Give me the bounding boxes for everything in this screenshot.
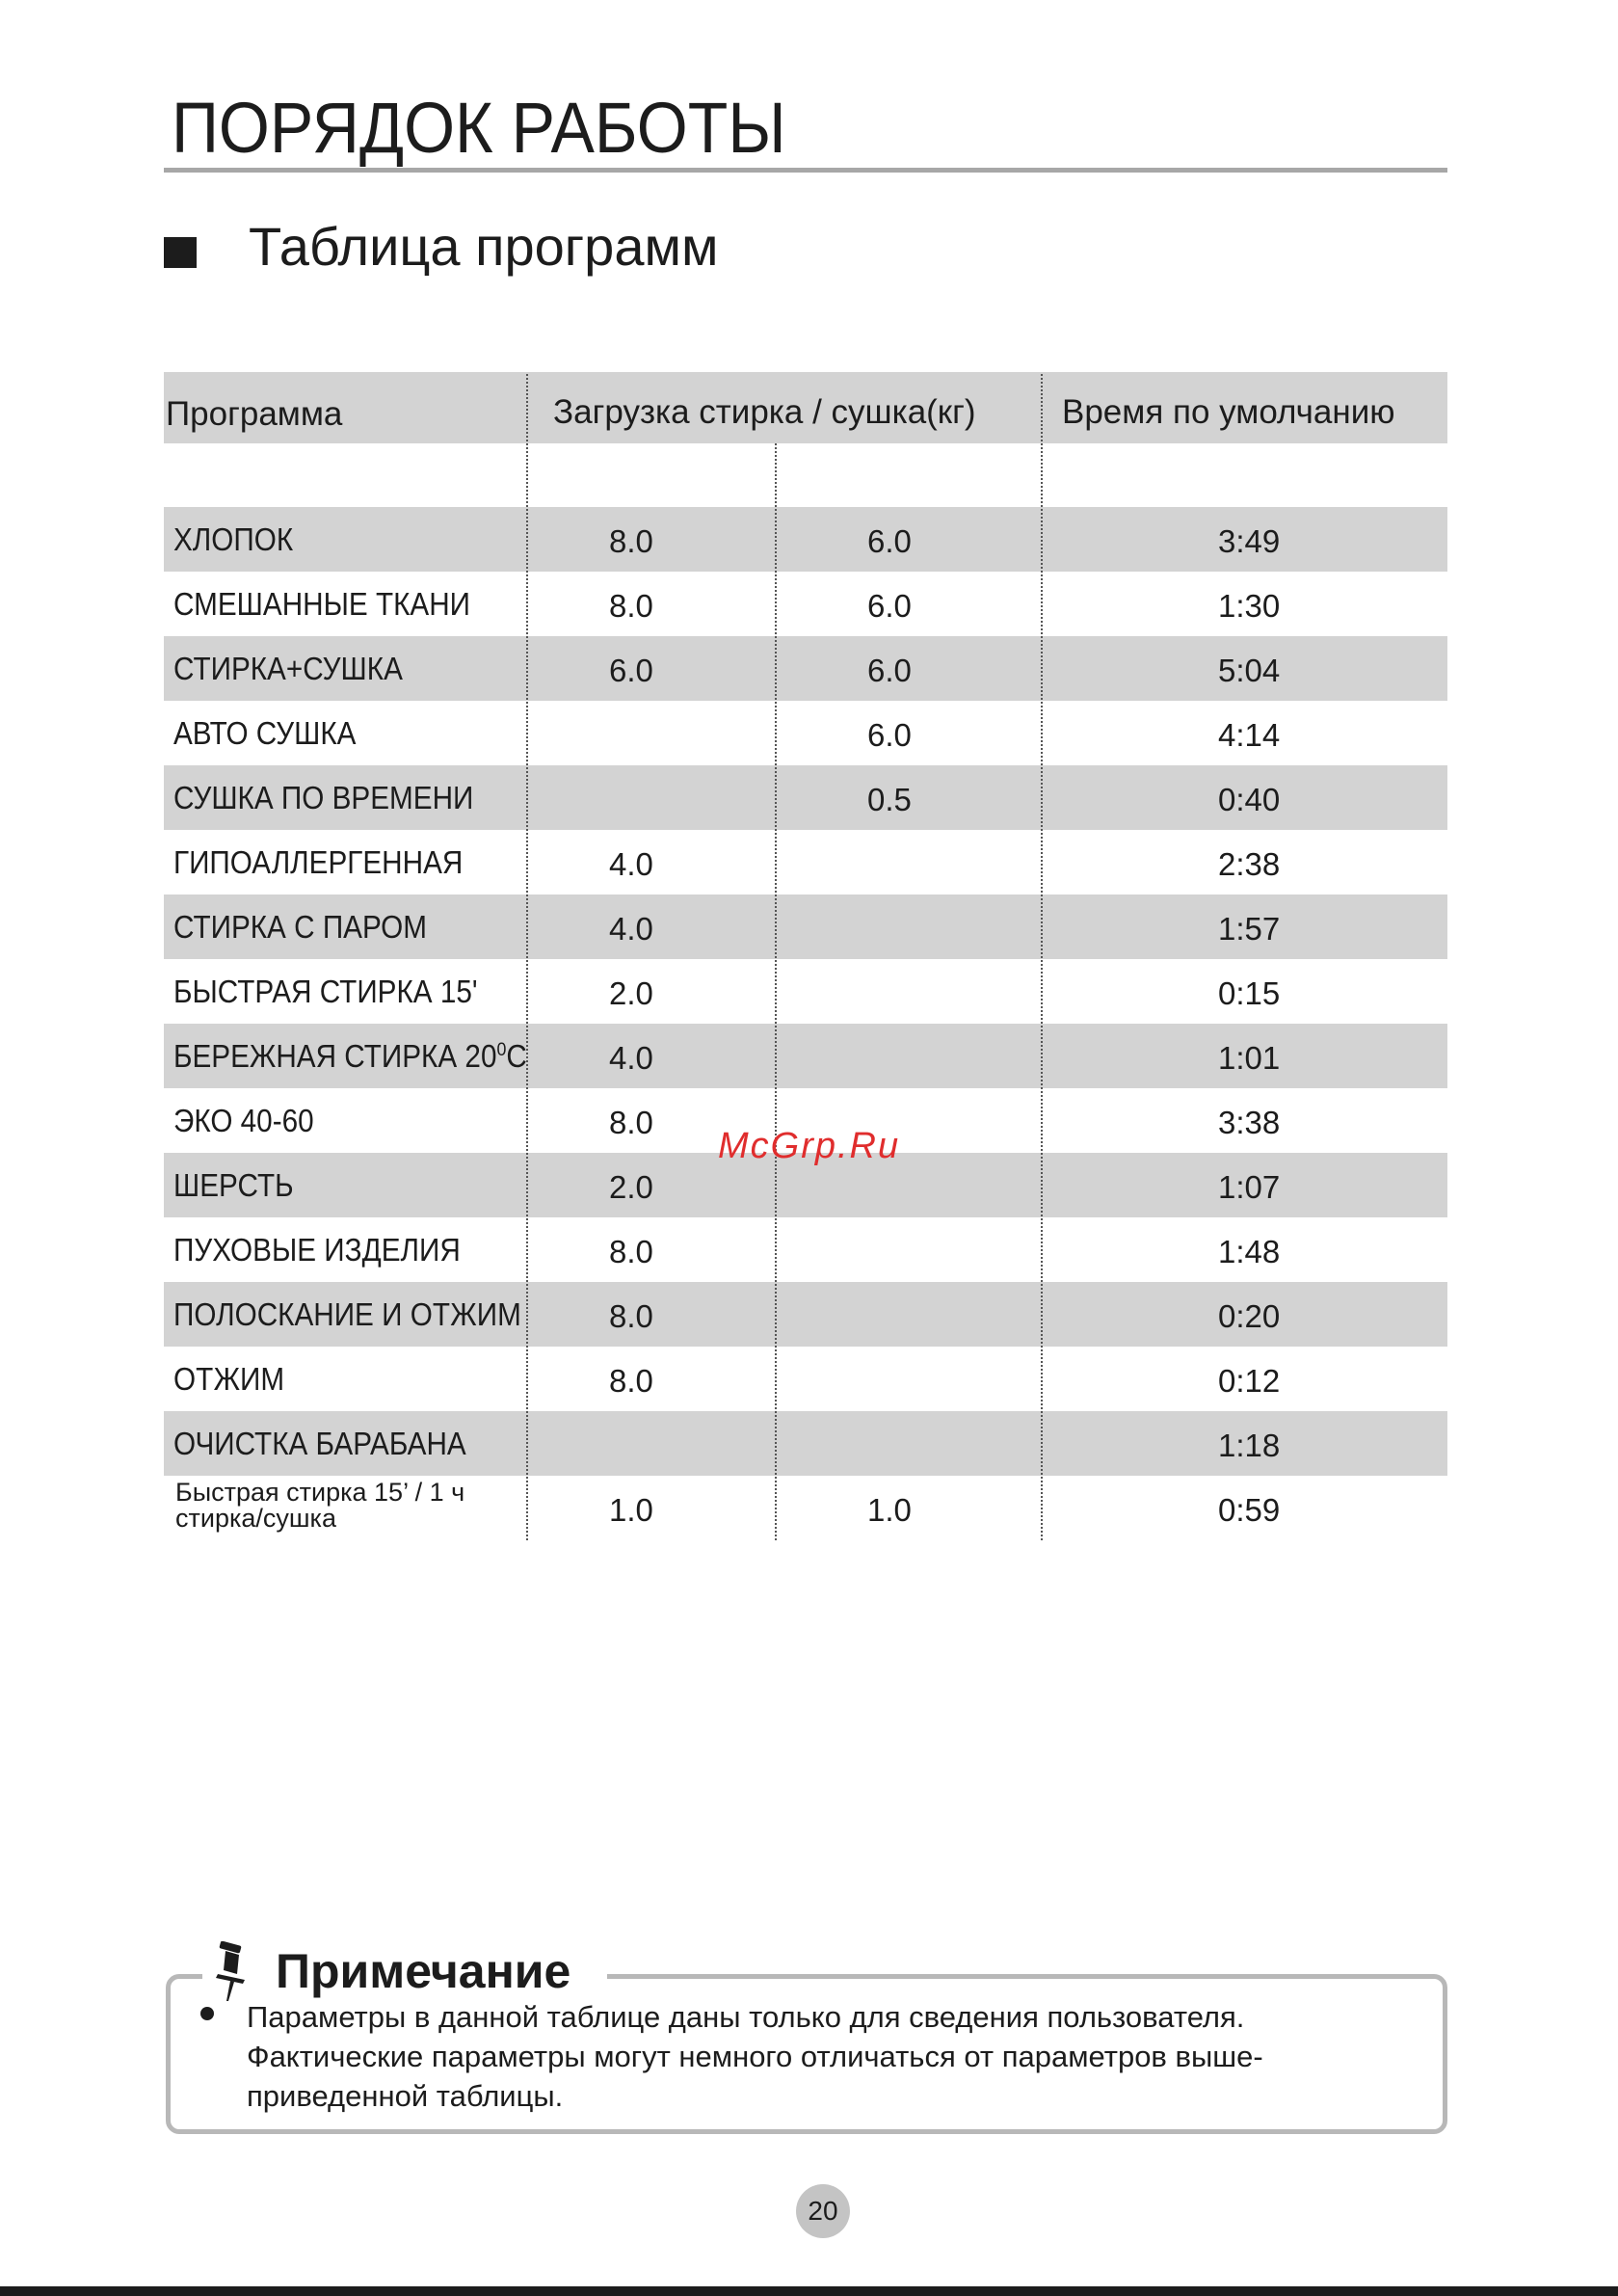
note-title: Примечание	[276, 1944, 571, 1998]
header-program: Программа	[166, 395, 343, 433]
wash-load: 4.0	[609, 845, 653, 882]
dry-load: 6.0	[867, 522, 912, 559]
column-divider	[1041, 374, 1043, 1540]
wash-load: 8.0	[609, 1104, 653, 1140]
wash-load: 4.0	[609, 910, 653, 947]
default-time: 1:48	[1218, 1233, 1281, 1269]
wash-load: 1.0	[609, 1491, 653, 1528]
page-number: 20	[796, 2184, 850, 2238]
program-name: ОЧИСТКА БАРАБАНА	[173, 1425, 466, 1461]
program-name: АВТО СУШКА	[173, 714, 357, 751]
default-time: 0:15	[1218, 974, 1281, 1011]
wash-load: 8.0	[609, 1297, 653, 1334]
program-name: БЫСТРАЯ СТИРКА 15'	[173, 973, 478, 1009]
program-name: СУШКА ПО ВРЕМЕНИ	[173, 779, 474, 815]
degree-superscript: 0	[496, 1038, 507, 1060]
section-title: Таблица программ	[249, 216, 719, 277]
dry-load: 1.0	[867, 1491, 912, 1528]
program-name: ШЕРСТЬ	[173, 1166, 294, 1203]
default-time: 1:01	[1218, 1039, 1281, 1076]
note-text: Параметры в данной таблице даны только для сведения пользователя. Фактические параметры могут немного отличаться от параметров выше-приведенной таблицы.	[247, 2000, 1263, 2113]
column-divider	[526, 374, 528, 1540]
default-time: 1:57	[1218, 910, 1281, 947]
program-name-suffix: C	[506, 1037, 527, 1074]
bullet-icon	[200, 2007, 214, 2020]
default-time: 0:40	[1218, 781, 1281, 817]
program-name: ПОЛОСКАНИЕ И ОТЖИМ	[173, 1295, 521, 1332]
default-time: 0:20	[1218, 1297, 1281, 1334]
default-time: 0:12	[1218, 1362, 1281, 1399]
wash-load: 4.0	[609, 1039, 653, 1076]
program-name: ГИПОАЛЛЕРГЕННАЯ	[173, 843, 464, 880]
program-name: ПУХОВЫЕ ИЗДЕЛИЯ	[173, 1231, 461, 1268]
wash-load: 2.0	[609, 1168, 653, 1205]
program-name: СТИРКА+СУШКА	[173, 650, 403, 686]
column-divider	[775, 443, 777, 1540]
program-name: БЕРЕЖНАЯ СТИРКА $20^0C$	[173, 1037, 527, 1074]
program-name: Быстрая стирка 15’ / 1 ч стирка/сушка	[175, 1478, 465, 1533]
default-time: 1:07	[1218, 1168, 1281, 1205]
program-name: ХЛОПОК	[173, 521, 294, 557]
header-time: Время по умолчанию	[1062, 393, 1395, 431]
default-time: 0:59	[1218, 1491, 1281, 1528]
program-name: СМЕШАННЫЕ ТКАНИ	[173, 585, 470, 622]
default-time: 3:49	[1218, 522, 1281, 559]
default-time: 1:18	[1218, 1427, 1281, 1463]
watermark: McGrp.Ru	[718, 1126, 901, 1166]
page-title: ПОРЯДОК РАБОТЫ	[172, 88, 786, 168]
default-time: 5:04	[1218, 652, 1281, 688]
wash-load: 8.0	[609, 1362, 653, 1399]
wash-load: 6.0	[609, 652, 653, 688]
dry-load: 6.0	[867, 716, 912, 753]
default-time: 2:38	[1218, 845, 1281, 882]
header-load: Загрузка стирка / сушка(кг)	[553, 393, 976, 431]
wash-load: 8.0	[609, 1233, 653, 1269]
wash-load: 2.0	[609, 974, 653, 1011]
pushpin-icon	[214, 1941, 252, 2003]
default-time: 3:38	[1218, 1104, 1281, 1140]
program-name: ОТЖИМ	[173, 1360, 285, 1397]
program-name: СТИРКА С ПАРОМ	[173, 908, 427, 945]
default-time: 4:14	[1218, 716, 1281, 753]
wash-load: 8.0	[609, 587, 653, 624]
dry-load: 6.0	[867, 587, 912, 624]
program-name: ЭКО 40-60	[173, 1102, 314, 1138]
dry-load: 6.0	[867, 652, 912, 688]
default-time: 1:30	[1218, 587, 1281, 624]
dry-load: 0.5	[867, 781, 912, 817]
bottom-border	[0, 2286, 1618, 2296]
wash-load: 8.0	[609, 522, 653, 559]
